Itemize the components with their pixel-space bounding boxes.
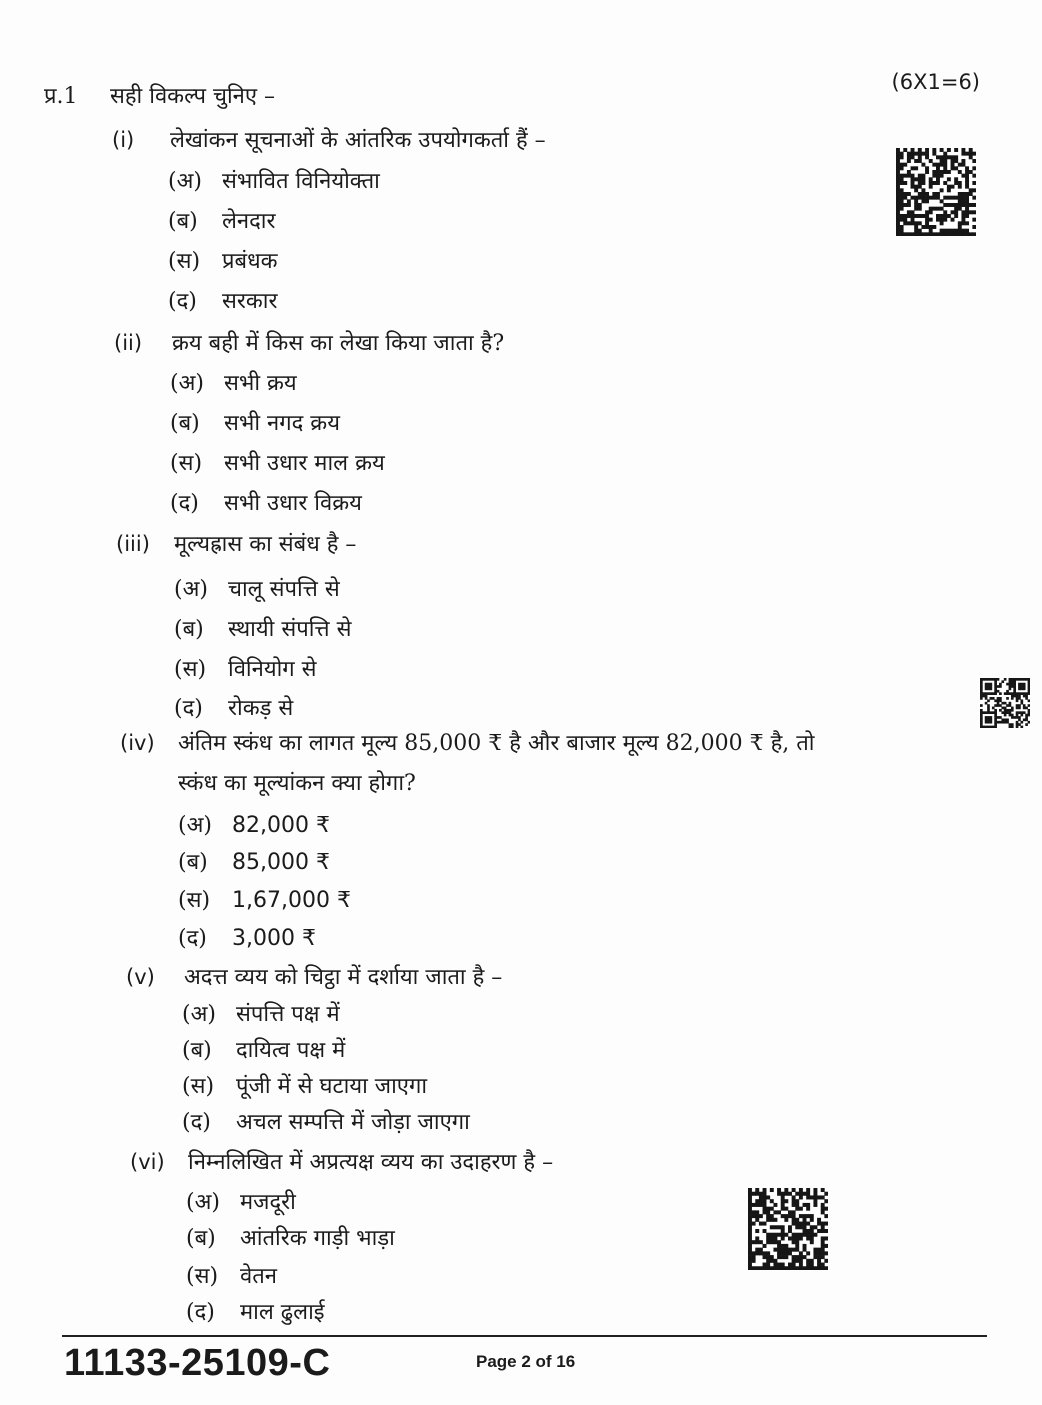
item-number: (ii) [114, 331, 143, 355]
option-text: माल ढुलाई [240, 1300, 325, 1325]
option [168, 245, 278, 275]
option-text: 85,000 ₹ [232, 850, 330, 875]
option-text: संभावित विनियोक्ता [222, 169, 380, 194]
option [170, 447, 385, 477]
option [182, 998, 340, 1028]
option-text: विनियोग से [228, 657, 317, 682]
item-i [112, 124, 546, 154]
option [170, 407, 340, 437]
option [174, 613, 351, 643]
datamatrix-code-bottom [748, 1188, 828, 1270]
option-text: सरकार [222, 289, 278, 314]
option-text: पूंजी में से घटाया जाएगा [236, 1074, 428, 1099]
option-label: (अ) [186, 1190, 220, 1215]
option-text: मजदूरी [240, 1190, 296, 1215]
item-text: अदत्त व्यय को चिट्ठा में दर्शाया जाता है – [184, 965, 503, 990]
item-number: (vi) [130, 1150, 165, 1174]
question-title: सही विकल्प चुनिए – [110, 84, 276, 109]
item-text: अंतिम स्कंध का लागत मूल्य 85,000 ₹ है और बाजार मूल्य 82,000 ₹ है, तो [178, 731, 815, 756]
option-label: (द) [174, 696, 203, 721]
option-label: (स) [178, 888, 211, 913]
option [186, 1296, 325, 1326]
page-number: Page 2 of 16 [476, 1352, 576, 1371]
option-label: (अ) [168, 169, 202, 194]
option-text: सभी उधार विक्रय [224, 491, 362, 516]
paper-code: 11133-25109-C [64, 1342, 331, 1384]
option-label: (स) [174, 657, 207, 682]
item-iii [116, 528, 356, 558]
option [178, 884, 351, 914]
item-text: मूल्यह्रास का संबंध है – [174, 532, 357, 557]
footer-rule [62, 1335, 987, 1337]
item-number: (i) [112, 128, 135, 152]
item-number: (v) [126, 965, 155, 989]
option-text: अचल सम्पत्ति में जोड़ा जाएगा [236, 1110, 470, 1135]
option-text: रोकड़ से [228, 696, 294, 721]
option-label: (ब) [182, 1038, 212, 1063]
option-label: (स) [168, 249, 201, 274]
option-text: सभी नगद क्रय [224, 411, 340, 436]
option-label: (अ) [182, 1002, 216, 1027]
option-label: (ब) [170, 411, 200, 436]
option [170, 367, 297, 397]
option-label: (स) [170, 451, 203, 476]
option [186, 1222, 395, 1252]
option-text: 1,67,000 ₹ [232, 888, 351, 913]
option-text: दायित्व पक्ष में [236, 1038, 346, 1063]
marks-label: (6X1=6) [891, 70, 980, 94]
item-number: (iv) [120, 731, 155, 755]
option-text: लेनदार [222, 209, 276, 234]
option-label: (द) [178, 926, 207, 951]
option-label: (अ) [178, 813, 212, 838]
qr-code-small [980, 678, 1030, 728]
option [182, 1070, 427, 1100]
option-label: (अ) [174, 577, 208, 602]
item-vi [130, 1146, 553, 1176]
option-text: सभी क्रय [224, 371, 297, 396]
option-text: वेतन [240, 1264, 277, 1289]
option-label: (ब) [168, 209, 198, 234]
option [174, 653, 317, 683]
option [174, 573, 340, 603]
item-number: (iii) [116, 532, 150, 556]
item-text: निम्नलिखित में अप्रत्यक्ष व्यय का उदाहरण है – [188, 1150, 554, 1175]
option-label: (द) [186, 1300, 215, 1325]
option [186, 1260, 277, 1290]
option-text: स्थायी संपत्ति से [228, 617, 352, 642]
option-text: सभी उधार माल क्रय [224, 451, 385, 476]
option-label: (द) [182, 1110, 211, 1135]
option-label: (ब) [174, 617, 204, 642]
item-text-continued: स्कंध का मूल्यांकन क्या होगा? [178, 771, 416, 796]
option-label: (द) [168, 289, 197, 314]
option-label: (स) [186, 1264, 219, 1289]
option [182, 1034, 345, 1064]
option-label: (ब) [178, 850, 208, 875]
option [170, 487, 362, 517]
item-text: लेखांकन सूचनाओं के आंतरिक उपयोगकर्ता हैं – [170, 128, 546, 153]
option [178, 809, 330, 839]
option-label: (ब) [186, 1226, 216, 1251]
option [178, 922, 316, 952]
option-label: (अ) [170, 371, 204, 396]
item-text: क्रय बही में किस का लेखा किया जाता है? [172, 331, 505, 356]
option-text: प्रबंधक [222, 249, 278, 274]
item-v [126, 961, 502, 991]
option-text: 82,000 ₹ [232, 813, 330, 838]
datamatrix-code-top [896, 148, 976, 236]
option [168, 205, 276, 235]
item-ii [114, 327, 504, 357]
question-number: प्र.1 [44, 84, 78, 109]
option-label: (द) [170, 491, 199, 516]
option-text: संपत्ति पक्ष में [236, 1002, 340, 1027]
option [178, 846, 330, 876]
option-text: 3,000 ₹ [232, 926, 316, 951]
option-label: (स) [182, 1074, 215, 1099]
question-heading [44, 80, 275, 110]
option [168, 285, 277, 315]
option-text: आंतरिक गाड़ी भाड़ा [240, 1226, 395, 1251]
option-text: चालू संपत्ति से [228, 577, 340, 602]
option [182, 1106, 470, 1136]
option [174, 692, 293, 722]
item-iv [120, 727, 815, 757]
option [186, 1186, 296, 1216]
option [168, 165, 380, 195]
